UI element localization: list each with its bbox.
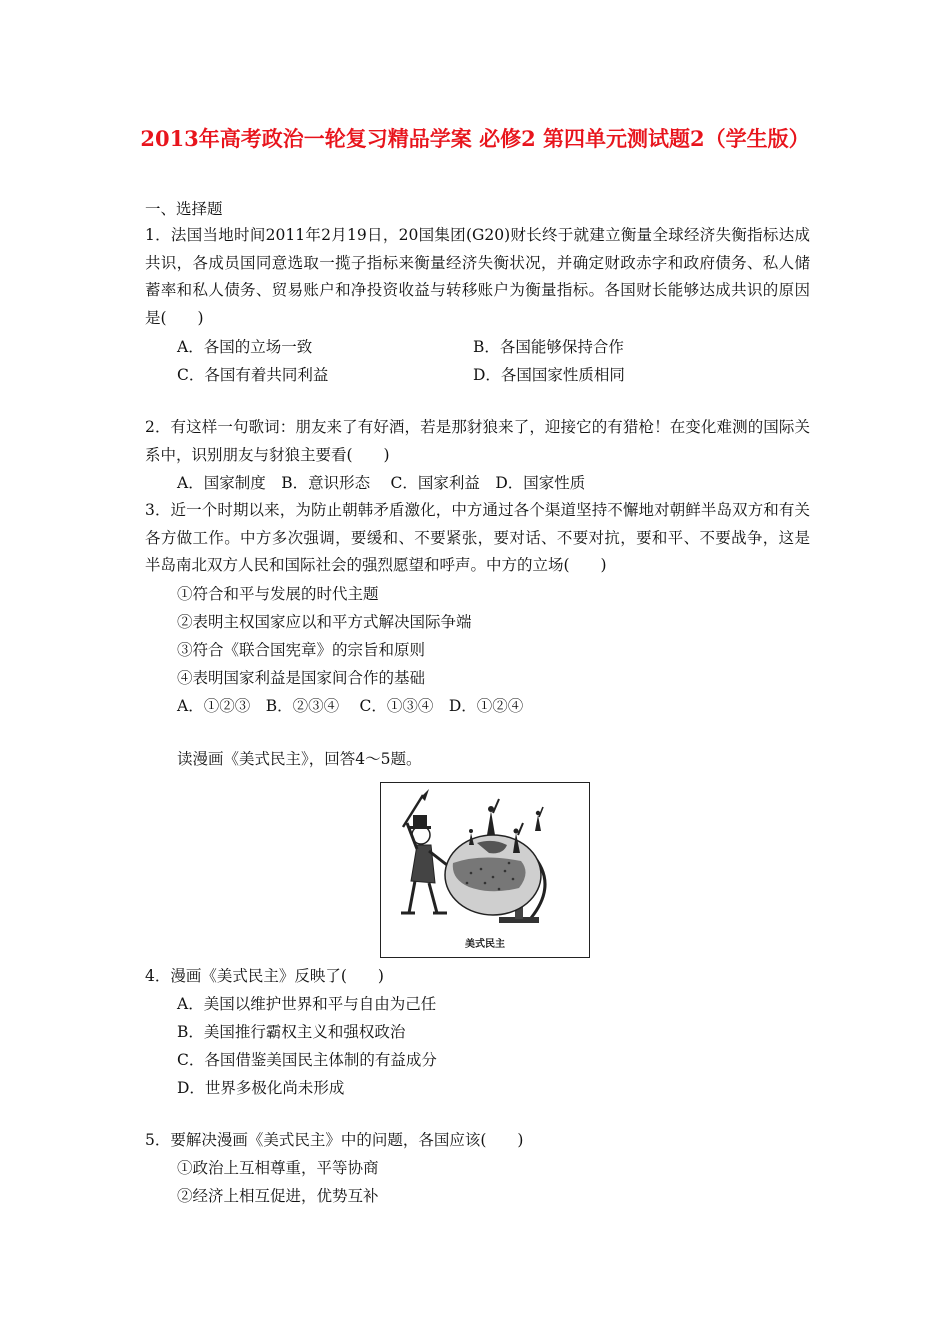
- question-1-stem: 1．法国当地时间2011年2月19日，20国集团(G20)财长终于就建立衡量全球经济失衡指标达成共识，各成员国同意选取一揽子指标来衡量经济失衡状况，并确定财政赤字和政府债务、私人储蓄率和私人债务、贸易账户和净投资收益与转移账户为衡量指标。各国财长能够达成共识的原因是( ): [145, 226, 810, 327]
- question-1-option-a: A．各国的立场一致: [177, 338, 313, 356]
- question-2-options: A．国家制度 B．意识形态 C．国家利益 D．国家性质: [177, 474, 586, 492]
- document-title: 2013年高考政治一轮复习精品学案 必修2 第四单元测试题2（学生版）: [140, 126, 810, 151]
- question-5-item-1: ①政治上互相尊重，平等协商: [177, 1159, 379, 1177]
- question-3-item-2: ②表明主权国家应以和平方式解决国际争端: [177, 613, 472, 631]
- question-5-stem: 5．要解决漫画《美式民主》中的问题，各国应该( ): [145, 1131, 524, 1149]
- question-1-option-b: B．各国能够保持合作: [473, 338, 624, 356]
- question-3-item-4: ④表明国家利益是国家间合作的基础: [177, 669, 426, 687]
- question-3-item-3: ③符合《联合国宪章》的宗旨和原则: [177, 641, 426, 659]
- cartoon-drawing: [381, 783, 589, 933]
- question-2-stem: 2．有这样一句歌词：朋友来了有好酒，若是那豺狼来了，迎接它的有猎枪！在变化难测的国际关系中，识别朋友与豺狼主要看( ): [145, 418, 810, 464]
- question-4-stem: 4．漫画《美式民主》反映了( ): [145, 967, 384, 985]
- question-4-option-b: B．美国推行霸权主义和强权政治: [177, 1023, 406, 1041]
- question-4-option-c: C．各国借鉴美国民主体制的有益成分: [177, 1051, 437, 1069]
- question-3-item-1: ①符合和平与发展的时代主题: [177, 585, 379, 603]
- question-1-option-d: D．各国国家性质相同: [473, 366, 625, 384]
- cartoon-image: [380, 782, 590, 958]
- question-4-option-a: A．美国以维护世界和平与自由为己任: [177, 995, 437, 1013]
- question-3-options: A．①②③ B．②③④ C．①③④ D．①②④: [177, 697, 524, 715]
- question-3-stem: 3．近一个时期以来，为防止朝韩矛盾激化，中方通过各个渠道坚持不懈地对朝鲜半岛双方和有关各方做工作。中方多次强调，要缓和、不要紧张，要对话、不要对抗，要和平、不要战争，这是半岛南北双方人民和国际社会的强烈愿望和呼声。中方的立场( ): [145, 501, 810, 574]
- reading-instruction: 读漫画《美式民主》，回答4～5题。: [177, 750, 422, 768]
- section-heading: 一、选择题: [145, 200, 223, 218]
- cartoon-caption: 美式民主: [465, 939, 505, 950]
- question-5-item-2: ②经济上相互促进，优势互补: [177, 1187, 379, 1205]
- question-4-option-d: D．世界多极化尚未形成: [177, 1079, 345, 1097]
- question-1-option-c: C．各国有着共同利益: [177, 366, 329, 384]
